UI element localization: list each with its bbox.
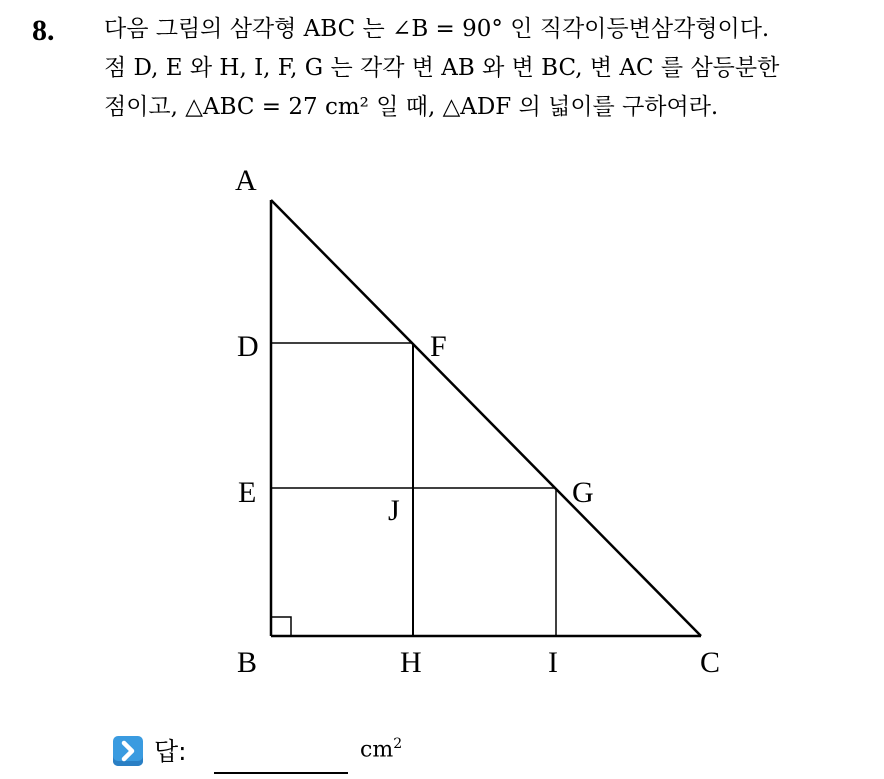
answer-blank[interactable] <box>214 772 348 774</box>
question-text-line-3: 점이고, △ABC = 27 cm² 일 때, △ADF 의 넓이를 구하여라. <box>104 94 719 120</box>
question-number: 8. <box>32 14 55 47</box>
chevron-right-icon <box>113 736 143 766</box>
label-e: E <box>238 476 257 509</box>
answer-label: 답: <box>154 737 187 766</box>
label-a: A <box>235 164 257 197</box>
label-d: D <box>237 330 259 363</box>
label-h: H <box>400 646 422 679</box>
label-j: J <box>388 494 400 527</box>
label-i: I <box>548 646 558 679</box>
question-text-line-2: 점 D, E 와 H, I, F, G 는 각각 변 AB 와 변 BC, 변 AC 를 삼등분한 <box>104 55 780 81</box>
right-angle-marker <box>271 617 291 636</box>
side-ac <box>271 200 701 636</box>
label-g: G <box>572 476 594 509</box>
label-f: F <box>430 330 447 363</box>
answer-unit: $cm^2$ <box>360 736 403 763</box>
label-b: B <box>237 646 258 679</box>
question-text-line-1: 다음 그림의 삼각형 ABC 는 ∠B = 90° 인 직각이등변삼각형이다. <box>104 16 770 42</box>
label-c: C <box>700 646 721 679</box>
